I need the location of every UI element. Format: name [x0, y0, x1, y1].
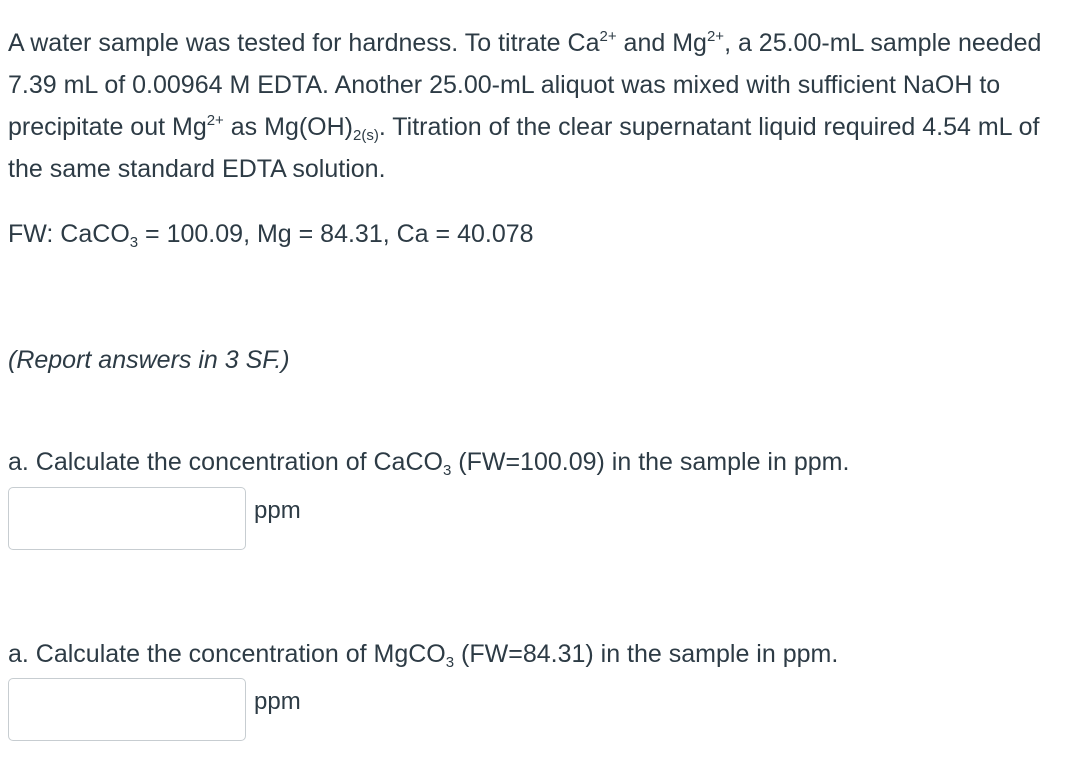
report-note: (Report answers in 3 SF.): [8, 346, 290, 374]
mgco3-ppm-input[interactable]: [8, 678, 246, 741]
answer-row-caco3: [8, 487, 301, 550]
fw-rest: = 100.09, Mg = 84.31, Ca = 40.078: [138, 220, 534, 248]
part-a-caco3-label: [8, 441, 849, 483]
question-intro-3: , a 25.00-mL sample needed 7.39 mL of 0.00964 M EDTA. Another 25.00-mL aliquot was mixed with sufficient NaOH to precipitate out Mg: [8, 29, 1042, 141]
part-label-subscript: 3: [442, 462, 452, 479]
mg-charge-2: 2+: [206, 112, 224, 129]
unit-label: ppm: [254, 496, 301, 524]
question-intro-2: and Mg: [616, 29, 707, 57]
formula-weights: [8, 213, 534, 255]
ca-charge: 2+: [599, 28, 617, 45]
part-label-post: (FW=84.31) in the sample in ppm.: [454, 640, 839, 668]
part-a-mgco3-label: [8, 633, 838, 675]
unit-label: ppm: [254, 687, 301, 715]
caco3-ppm-input[interactable]: [8, 487, 246, 550]
question-text: [8, 22, 1073, 190]
mgoh-subscript: 2(s): [353, 127, 379, 144]
answer-row-mgco3: [8, 678, 301, 741]
part-label-pre: a. Calculate the concentration of MgCO: [8, 640, 446, 668]
fw-prefix: FW: CaCO: [8, 220, 130, 248]
question-intro-4: as Mg(OH): [223, 113, 354, 141]
fw-subscript: 3: [129, 234, 139, 251]
part-label-subscript: 3: [445, 654, 455, 671]
part-label-post: (FW=100.09) in the sample in ppm.: [451, 448, 850, 476]
mg-charge: 2+: [706, 28, 725, 45]
part-label-pre: a. Calculate the concentration of CaCO: [8, 448, 443, 476]
question-intro-5: . Titration of the clear supernatant liquid required 4.54 mL of the same standard EDTA solution.: [8, 113, 1040, 183]
question-intro-1: A water sample was tested for hardness. To titrate Ca: [8, 29, 600, 57]
